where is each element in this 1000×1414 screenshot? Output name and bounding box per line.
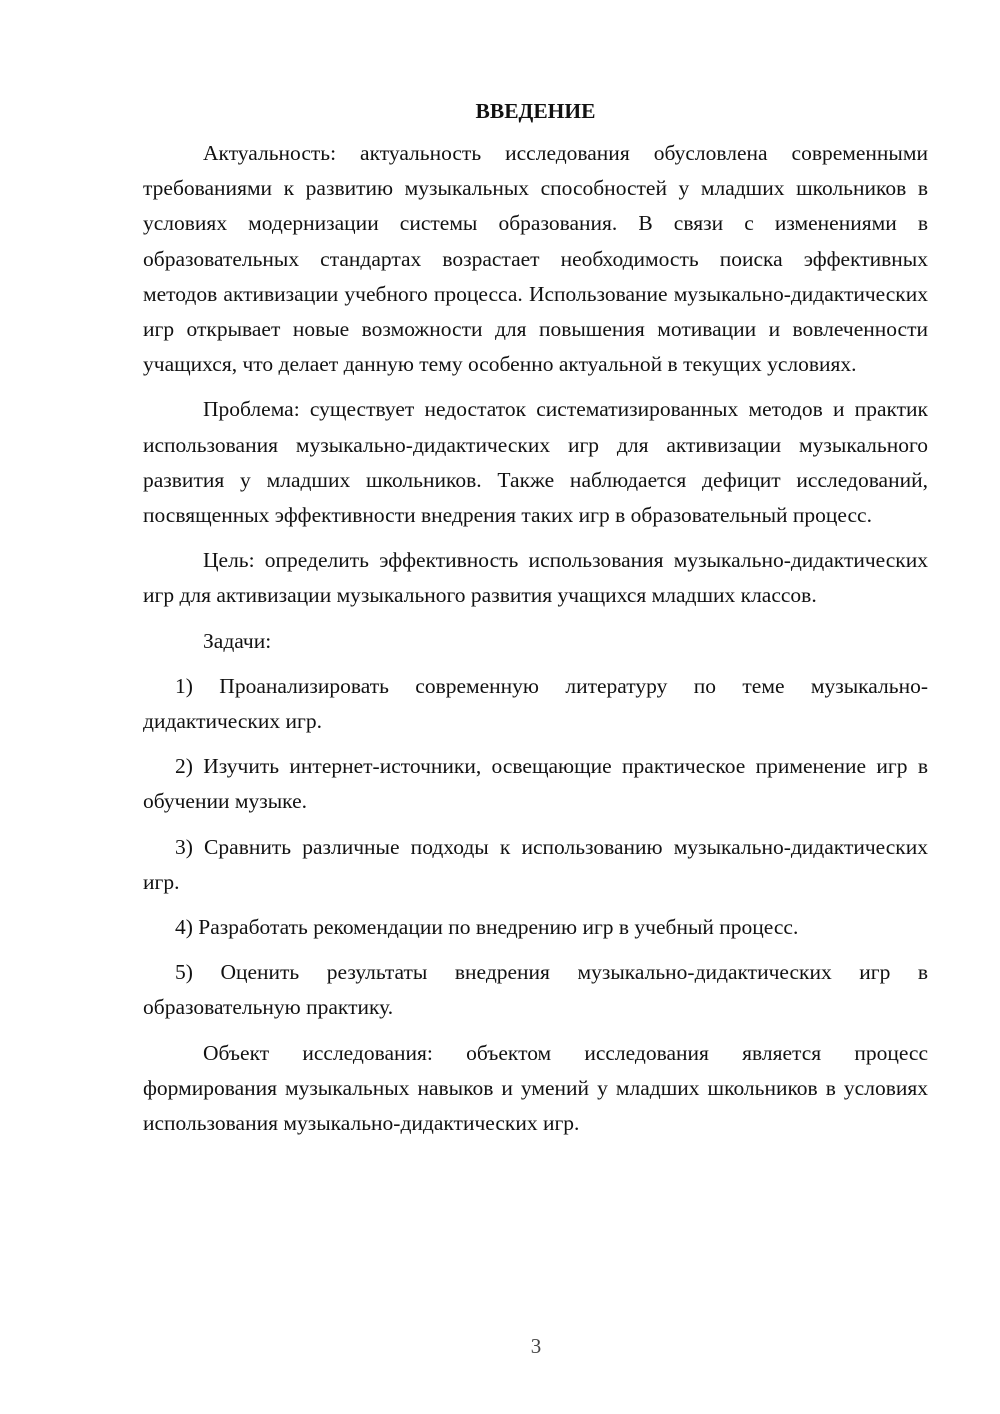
- task-item-3: 3) Сравнить различные подходы к использованию музыкально-дидактических игр.: [143, 834, 928, 894]
- task-item-1: 1) Проанализировать современную литературу по теме музыкально-дидактических игр.: [143, 673, 928, 734]
- document-page: [143, 94, 928, 1141]
- paragraph-problem: Проблема: существует недостаток систематизированных методов и практик использования музыкально-дидактических игр для активизации музыкального развития у младших школьников. Также наблюдается дефицит исследований, посвященных эффективности внедрения таких игр в образовательный процесс.: [143, 397, 928, 528]
- paragraph-goal: Цель: определить эффективность использования музыкально-дидактических игр для активизации музыкального развития учащихся младших классов.: [143, 548, 928, 608]
- paragraph-object: Объект исследования: объектом исследования является процесс формирования музыкальных навыков и умений у младших школьников в условиях использования музыкально-дидактических игр.: [143, 1040, 928, 1136]
- section-title: ВВЕДЕНИЕ: [475, 99, 596, 123]
- task-item-4: 4) Разработать рекомендации по внедрению игр в учебный процесс.: [175, 915, 799, 940]
- task-item-5: 5) Оценить результаты внедрения музыкально-дидактических игр в образовательную практику.: [143, 960, 928, 1020]
- task-item-2: 2) Изучить интернет-источники, освещающие практическое применение игр в обучении музыке.: [143, 754, 928, 814]
- page-number: 3: [530, 1334, 542, 1358]
- paragraph-relevance: Актуальность: актуальность исследования обусловлена современными требованиями к развитию музыкальных способностей у младших школьников в условиях модернизации системы образования. В связи с изменениями в образовательных стандартах возрастает необходимость поиска эффективных методов активизации учебного процесса. Использование музыкально-дидактических игр открывает новые возможности для повышения мотивации и вовлеченности учащихся, что делает данную тему особенно актуальной в текущих условиях.: [143, 141, 928, 377]
- tasks-heading: Задачи:: [203, 628, 272, 653]
